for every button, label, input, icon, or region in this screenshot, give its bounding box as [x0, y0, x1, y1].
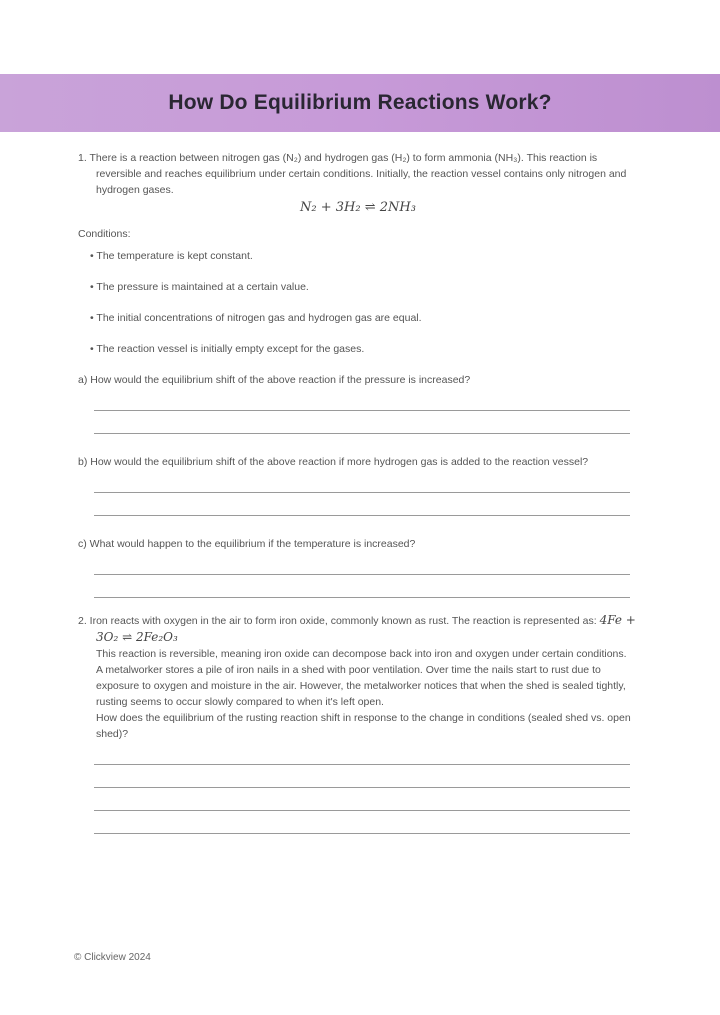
conditions-label: Conditions: — [78, 228, 131, 240]
answer-line[interactable] — [94, 388, 630, 411]
page-title: How Do Equilibrium Reactions Work? — [168, 91, 552, 114]
answer-line[interactable] — [94, 575, 630, 598]
condition-item: • The temperature is kept constant. — [90, 250, 253, 262]
question-2-body — [78, 646, 638, 742]
question-1-text: 1. There is a reaction between nitrogen gas (N₂) and hydrogen gas (H₂) to form ammonia (NH₃). This reaction is reversible and reaches equilibrium under certain conditions. Initially, the reaction vessel contains only nitrogen and hydrogen gases. — [78, 152, 627, 196]
answer-line[interactable] — [94, 470, 630, 493]
answer-line[interactable] — [94, 811, 630, 834]
question-2-line: A metalworker stores a pile of iron nails in a shed with poor ventilation. Over time the nails start to rust due to exposure to oxygen and moisture in the air. However, the metalworker notices that when the shed is sealed tightly, rusting seems to occur slowly compared to when it's left open. — [96, 664, 626, 708]
question-1c: c) What would happen to the equilibrium if the temperature is increased? — [78, 538, 416, 550]
question-1b: b) How would the equilibrium shift of the above reaction if more hydrogen gas is added to the reaction vessel? — [78, 456, 589, 468]
condition-item: • The reaction vessel is initially empty except for the gases. — [90, 343, 365, 355]
answer-line[interactable] — [94, 411, 630, 434]
answer-line[interactable] — [94, 765, 630, 788]
question-2-line: This reaction is reversible, meaning iron oxide can decompose back into iron and oxygen under certain conditions. — [96, 648, 627, 660]
conditions-list — [90, 248, 638, 357]
question-1a: a) How would the equilibrium shift of the above reaction if the pressure is increased? — [78, 374, 471, 386]
question-2-equation: 4Fe + 3O₂ ⇌ 2Fe₂O₃ — [96, 613, 636, 644]
answer-line[interactable] — [94, 493, 630, 516]
copyright-footer: © Clickview 2024 — [74, 952, 151, 963]
question-2-intro-text: 2. Iron reacts with oxygen in the air to form iron oxide, commonly known as rust. The reaction is represented as: — [78, 615, 597, 627]
condition-item: • The pressure is maintained at a certain value. — [90, 281, 309, 293]
worksheet-content — [78, 150, 638, 834]
condition-item: • The initial concentrations of nitrogen gas and hydrogen gas are equal. — [90, 312, 422, 324]
answer-line[interactable] — [94, 788, 630, 811]
question-1-equation: N₂ + 3H₂ ⇌ 2NH₃ — [300, 200, 416, 215]
answer-line[interactable] — [94, 742, 630, 765]
question-2-intro — [78, 612, 638, 646]
question-2-line: How does the equilibrium of the rusting reaction shift in response to the change in conditions (sealed shed vs. open shed)? — [96, 712, 631, 740]
title-banner — [0, 74, 720, 132]
answer-line[interactable] — [94, 552, 630, 575]
